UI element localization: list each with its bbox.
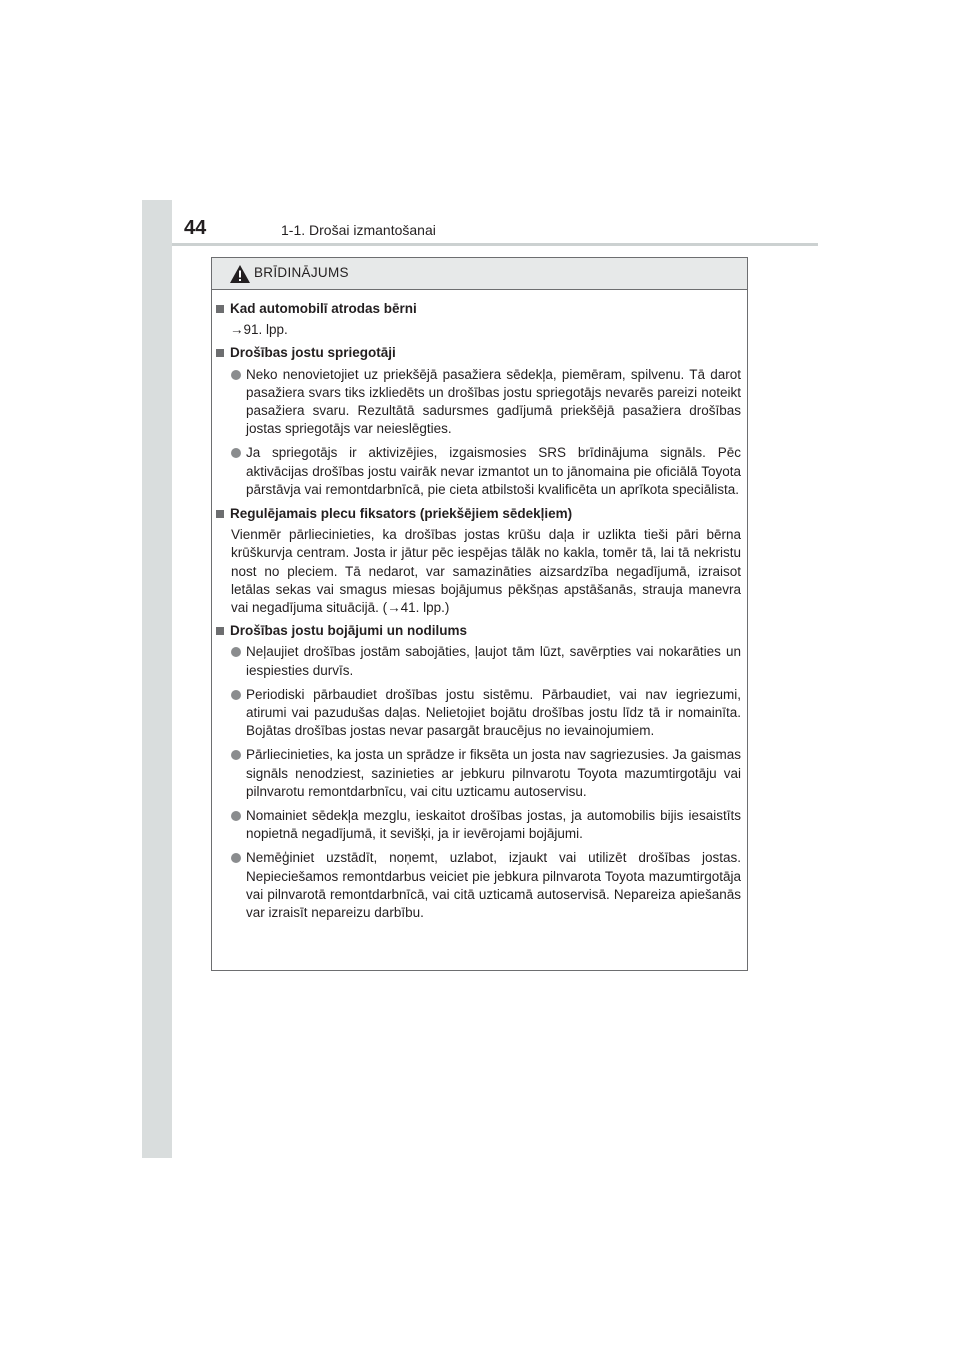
- round-bullet-icon: [231, 690, 241, 700]
- heading-text: Kad automobilī atrodas bērni: [230, 301, 417, 316]
- section-title: 1-1. Drošai izmantošanai: [281, 222, 436, 238]
- warning-body: [212, 289, 747, 928]
- round-bullet-icon: [231, 750, 241, 760]
- section-heading: [216, 300, 741, 318]
- square-bullet-icon: [216, 627, 224, 635]
- side-margin-band: [142, 200, 172, 1158]
- warning-title: BRĪDINĀJUMS: [254, 265, 349, 280]
- round-bullet-icon: [231, 853, 241, 863]
- page-header: [172, 200, 818, 246]
- heading-text: Drošības jostu spriegotāji: [230, 345, 396, 361]
- bullet-item: [231, 746, 741, 801]
- bullet-text: Ja spriegotājs ir aktivizējies, izgaismosies SRS brīdinājuma signāls. Pēc aktivācijas drošības jostu vairāk nevar izmantot un to jānomaina pie oficiālā Toyota pārstāvja vai remontdarbnīcā, pie cieta atbilstoši kvalificēta un aprīkota speciālista.: [246, 445, 741, 497]
- bullet-text: Nemēģiniet uzstādīt, noņemt, uzlabot, izjaukt vai utilizēt drošības jostas. Nepieciešamos remontdarbus veiciet pie jebkura pilnvarota Toyota mazumtirgotāja vai pilnvarotā remontdarbnīcā, vai citā uzticamā autoservisā. Nepareiza apiešanās var izraisīt nepareizu darbību.: [246, 850, 741, 921]
- section-heading: [216, 505, 741, 523]
- round-bullet-icon: [231, 370, 241, 380]
- bullet-text: Periodiski pārbaudiet drošības jostu sistēmu. Pārbaudiet, vai nav iegriezumi, atirumi vai pazudušas daļas. Nelietojiet bojātu drošības jostu līdz tā ir nomainīta. Bojātas drošības jostas nevar pasargāt braucējus no ievainojumiem.: [246, 686, 741, 739]
- bullet-item: [231, 807, 741, 843]
- square-bullet-icon: [216, 349, 224, 357]
- bullet-text: Pārliecinieties, ka josta un sprādze ir fiksēta un josta nav sagriezusies. Ja gaismas signāls nenodziest, sazinieties ar jebkuru pilnvarotu Toyota mazumtirgotāju vai pilnvarotu remontdarbnīcu, vai citu uzticamu autoservisu.: [246, 747, 741, 799]
- warning-header: [212, 258, 747, 290]
- bullet-text: Neko nenovietojiet uz priekšējā pasažiera sēdekļa, piemēram, spilvenu. Tā darot pasažiera svars tiks izkliedēts un drošības jostu spriegotājs nevarēs pareizi noteikt pasažiera svaru. Rezultātā sadursmes gadījumā priekšējā pasažiera drošības jostas spriegotājs var neieslēgties.: [246, 366, 741, 437]
- warning-box: [211, 257, 748, 971]
- bullet-item: [231, 366, 741, 439]
- heading-text: Drošības jostu bojājumi un nodilums: [230, 623, 468, 639]
- section-heading: [216, 344, 741, 362]
- round-bullet-icon: [231, 647, 241, 657]
- round-bullet-icon: [231, 811, 241, 821]
- bullet-text: Neļaujiet drošības jostām sabojāties, ļaujot tām lūzt, savērpties vai nokarāties un iespiesties durvīs.: [246, 644, 741, 678]
- heading-text: Regulējamais plecu fiksators (priekšējiem sēdekļiem): [230, 506, 573, 522]
- square-bullet-icon: [216, 510, 224, 518]
- square-bullet-icon: [216, 305, 224, 313]
- section-heading: [216, 622, 741, 640]
- bullet-text: Nomainiet sēdekļa mezglu, ieskaitot drošības jostas, ja automobilis bijis iesaistīts nopietnā negadījumā, it sevišķi, ja ir ievērojami bojājumi.: [246, 808, 741, 842]
- page-reference: →91. lpp.: [230, 322, 288, 338]
- bullet-item: [231, 686, 741, 741]
- bullet-item: [231, 849, 741, 922]
- bullet-item: [231, 643, 741, 679]
- warning-triangle-icon: [229, 264, 251, 284]
- section-paragraph: Vienmēr pārliecinieties, ka drošības jostas krūšu daļa ir uzlikta tieši pāri bērna krūškurvja centram. Josta ir jātur pēc iespējas tālāk no kakla, tomēr tā, lai tā nekristu nost no pleciem. Tā nedarot, var samazināties aizsardzība negadījumā, izraisot letālas sekas vai smagus miesas bojājumus pēkšņas apstāšanās, strauja manevra vai negadījuma situācijā. (→41. lpp.): [231, 527, 741, 616]
- bullet-item: [231, 444, 741, 499]
- round-bullet-icon: [231, 448, 241, 458]
- page-number: 44: [184, 217, 207, 239]
